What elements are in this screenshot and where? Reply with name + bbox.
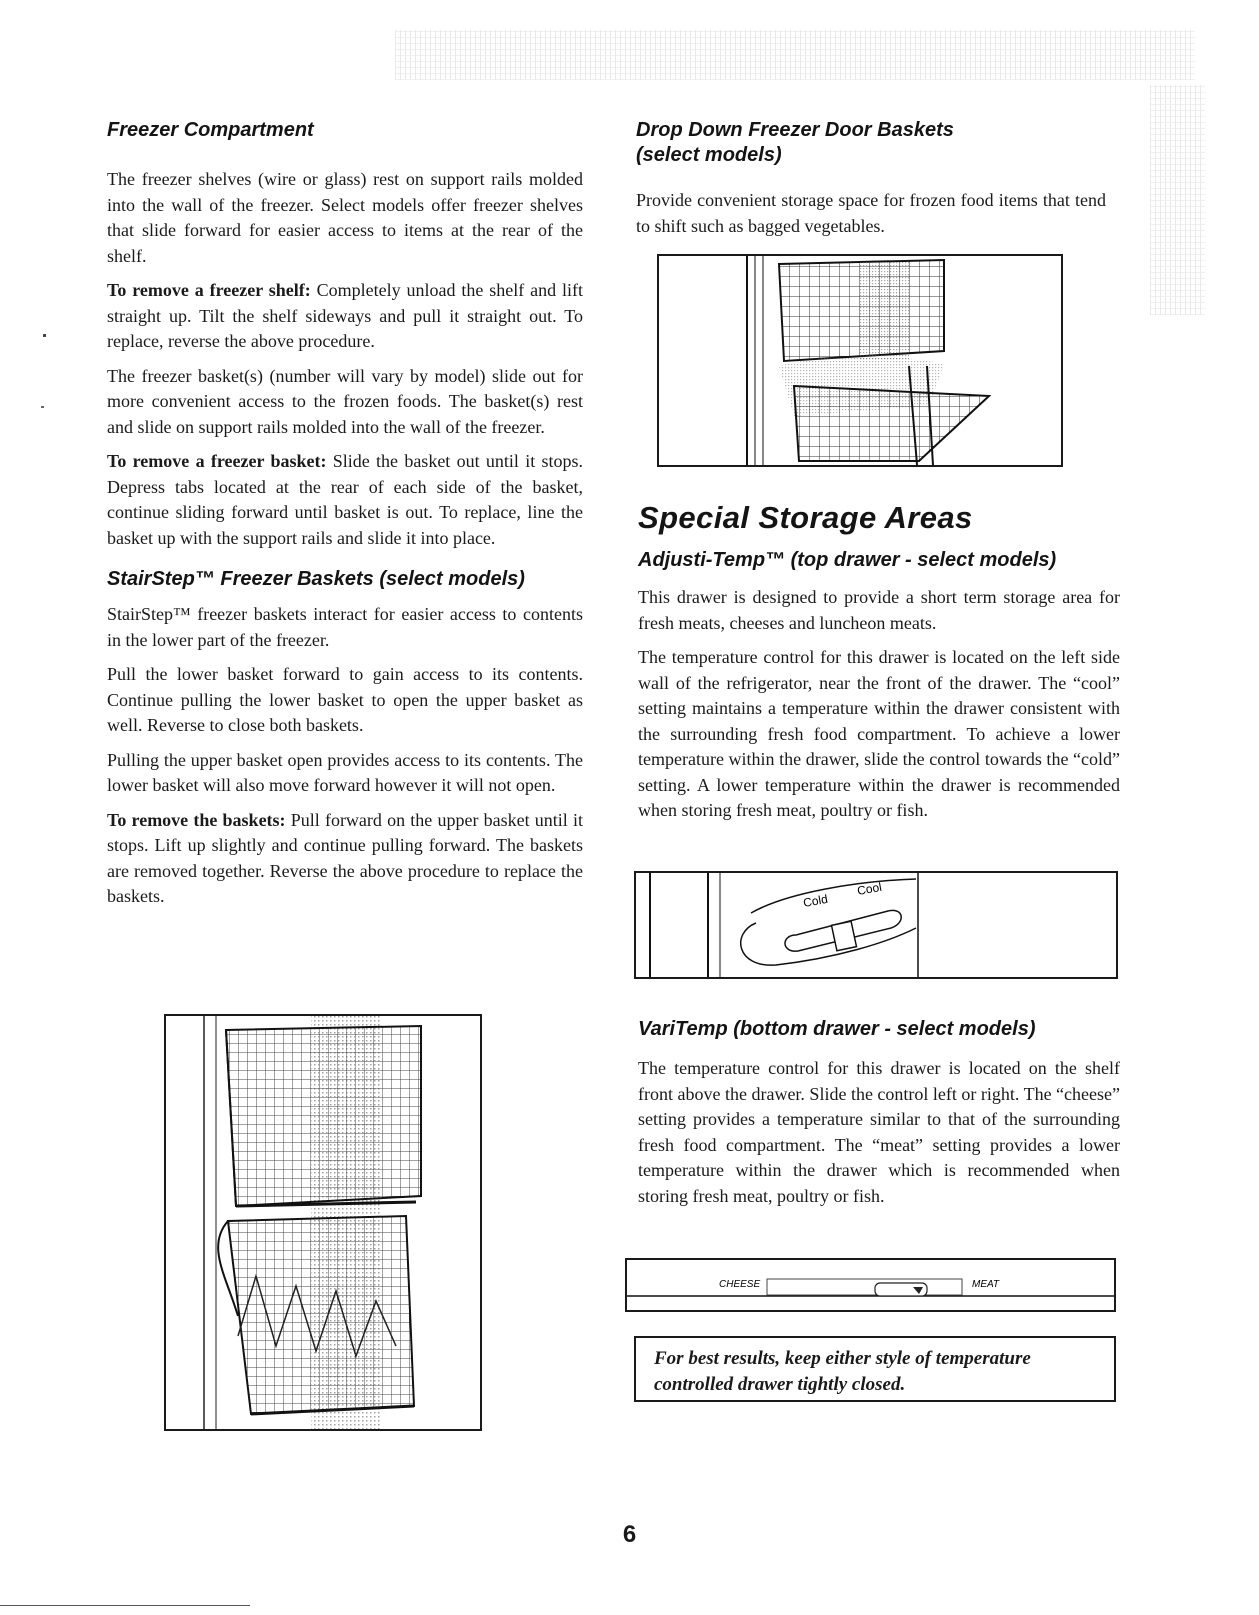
freezer-compartment-heading: Freezer Compartment [107, 119, 314, 141]
varitemp-heading: VariTemp (bottom drawer - select models) [638, 1018, 1036, 1040]
door-baskets-heading [636, 118, 1118, 168]
door-baskets-illustration [657, 254, 1063, 467]
dial-cold-label: Cold [802, 891, 829, 910]
remove-shelf-label: To remove a freezer shelf: [107, 280, 311, 300]
special-storage-section [638, 500, 1120, 824]
stairstep-heading: StairStep™ Freezer Baskets (select models) [107, 568, 525, 590]
remove-baskets-paragraph [107, 808, 583, 910]
wire-baskets-drawing [166, 1016, 480, 1429]
stairstep-intro-paragraph: StairStep™ freezer baskets interact for easier access to contents in the lower part of the freezer. [107, 604, 583, 650]
bottom-scan-line [0, 1605, 250, 1606]
adjusti-temp-paragraph-1: This drawer is designed to provide a short term storage area for fresh meats, cheeses and luncheon meats. [638, 587, 1120, 633]
remove-basket-label: To remove a freezer basket: [107, 451, 327, 471]
varitemp-slider-illustration [625, 1258, 1116, 1312]
door-baskets-heading-line2: (select models) [636, 144, 782, 166]
remove-shelf-paragraph [107, 278, 583, 355]
page-number: 6 [622, 1521, 637, 1548]
slider-meat-label: MEAT [972, 1279, 1000, 1290]
door-basket-drawing [659, 256, 1061, 465]
adjusti-temp-paragraph-2: The temperature control for this drawer is located on the left side wall of the refrigerator, near the front of the drawer. The “cool” setting maintains a temperature within the drawer consistent with the surrounding fresh food compartment. To achieve a lower temperature within the drawer, slide the control towards the “cold” setting. A lower temperature within the drawer is recommended when storing fresh meat, poultry or fish. [638, 647, 1120, 820]
door-baskets-paragraph: Provide convenient storage space for frozen food items that tend to shift such as bagged vegetables. [636, 190, 1106, 236]
right-column [636, 118, 1118, 239]
slider-cheese-label: CHEESE [719, 1279, 761, 1290]
dial-cool-label: Cool [856, 879, 883, 898]
left-column [107, 118, 583, 910]
scan-noise-edge [1150, 85, 1205, 315]
adjusti-temp-control-illustration [634, 871, 1118, 979]
adjusti-temp-heading: Adjusti-Temp™ (top drawer - select models) [638, 549, 1057, 571]
margin-dot [43, 334, 46, 337]
scan-noise-band [395, 30, 1195, 80]
margin-dot [41, 406, 44, 408]
cheese-meat-slider-drawing [627, 1260, 1114, 1310]
remove-basket-paragraph [107, 449, 583, 551]
pull-upper-basket-paragraph: Pulling the upper basket open provides access to its contents. The lower basket will also move forward however it will not open. [107, 749, 583, 795]
remove-basket-text: Slide the basket out until it stops. Depress tabs located at the rear of each side of the basket, continue sliding forward until basket is out. To replace, line the basket up with the support rails and slide it into place. [107, 451, 583, 548]
freezer-shelves-paragraph: The freezer shelves (wire or glass) rest on support rails molded into the wall of the freezer. Select models offer freezer shelves that slide forward for easier access to items at the rear of the shelf. [107, 169, 583, 266]
special-storage-heading: Special Storage Areas [638, 500, 973, 535]
cold-cool-dial-drawing [636, 873, 1116, 977]
door-baskets-heading-line1: Drop Down Freezer Door Baskets [636, 119, 954, 141]
pull-lower-basket-paragraph: Pull the lower basket forward to gain access to its contents. Continue pulling the lower basket to open the upper basket as well. Reverse to close both baskets. [107, 664, 583, 735]
freezer-basket-paragraph: The freezer basket(s) (number will vary by model) slide out for more convenient access to the frozen foods. The basket(s) rest and slide on support rails molded into the wall of the freezer. [107, 365, 583, 437]
varitemp-paragraph: The temperature control for this drawer is located on the shelf front above the drawer. Slide the control left or right. The “cheese” setting provides a temperature similar to that of the surrounding fresh food compartment. The “meat” setting provides a lower temperature within the drawer which is recommended when storing fresh meat, poultry or fish. [638, 1058, 1120, 1206]
best-results-note: For best results, keep either style of temperature controlled drawer tightly closed. [634, 1336, 1116, 1402]
varitemp-section [638, 1017, 1120, 1209]
stairstep-baskets-illustration [164, 1014, 482, 1431]
remove-baskets-text: Pull forward on the upper basket until it stops. Lift up slightly and continue pulling forward. The baskets are removed together. Reverse the above procedure to replace the baskets. [107, 809, 583, 906]
remove-shelf-text: Completely unload the shelf and lift straight up. Tilt the shelf sideways and pull it straight out. To replace, reverse the above procedure. [107, 280, 583, 351]
remove-baskets-label: To remove the baskets: [107, 809, 286, 830]
